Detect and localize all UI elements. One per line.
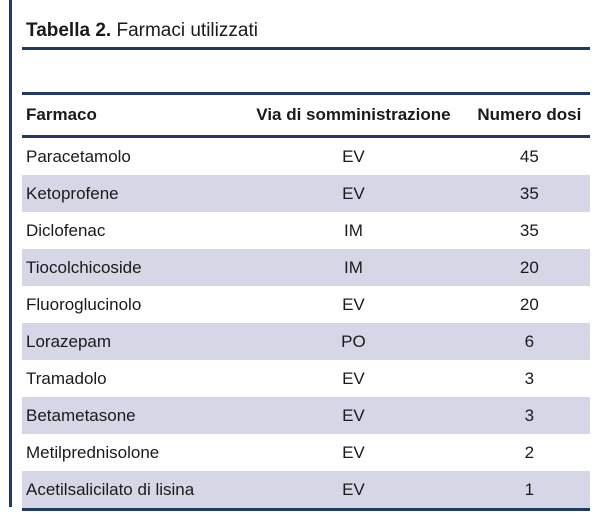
- cell-via: IM: [344, 220, 363, 240]
- table-title: Farmaci utilizzati: [116, 20, 258, 41]
- cell-farmaco: Tiocolchicoside: [22, 249, 238, 286]
- cell-dosi: 35: [519, 220, 539, 240]
- table-row: [22, 434, 590, 471]
- header-farmaco: Farmaco: [22, 94, 238, 137]
- cell-dosi: 2: [524, 442, 535, 462]
- table-row: [22, 137, 590, 176]
- header-dosi: Numero dosi: [469, 94, 590, 137]
- table-header: [22, 94, 590, 137]
- cell-via: EV: [342, 442, 365, 462]
- cell-farmaco: Metilprednisolone: [26, 442, 160, 462]
- table-body: [22, 137, 590, 510]
- cell-via: EV: [342, 368, 365, 388]
- cell-dosi: 20: [469, 249, 590, 286]
- cell-dosi: 20: [519, 294, 539, 314]
- table-caption: [26, 18, 258, 44]
- cell-farmaco: Lorazepam: [22, 323, 238, 360]
- cell-farmaco: Diclofenac: [26, 220, 106, 240]
- drug-table: [22, 92, 590, 511]
- cell-farmaco: Betametasone: [22, 397, 238, 434]
- table-row: [22, 175, 590, 212]
- header-row: [22, 94, 590, 137]
- table-row: [22, 360, 590, 397]
- cell-dosi: 1: [469, 471, 590, 510]
- cell-dosi: 3: [469, 397, 590, 434]
- cell-via: PO: [238, 323, 469, 360]
- table-row: [22, 471, 590, 510]
- cell-dosi: 45: [519, 146, 539, 166]
- caption-divider: [22, 47, 590, 50]
- cell-dosi: 3: [524, 368, 535, 388]
- cell-farmaco: Tramadolo: [26, 368, 107, 388]
- table-row: [22, 286, 590, 323]
- cell-farmaco: Paracetamolo: [26, 146, 131, 166]
- cell-farmaco: Ketoprofene: [22, 175, 238, 212]
- cell-via: EV: [238, 397, 469, 434]
- cell-farmaco: Acetilsalicilato di lisina: [22, 471, 238, 510]
- cell-via: EV: [238, 471, 469, 510]
- cell-via: IM: [238, 249, 469, 286]
- cell-farmaco: Fluoroglucinolo: [26, 294, 142, 314]
- cell-via: EV: [238, 175, 469, 212]
- cell-via: EV: [342, 146, 365, 166]
- table-row: [22, 249, 590, 286]
- table-row: [22, 397, 590, 434]
- cell-dosi: 35: [469, 175, 590, 212]
- table-row: [22, 212, 590, 249]
- cell-via: EV: [342, 294, 365, 314]
- header-via: Via di somministrazione: [238, 94, 469, 137]
- cell-dosi: 6: [469, 323, 590, 360]
- left-border-rule: [9, 0, 12, 507]
- table-number: Tabella 2.: [26, 20, 112, 41]
- table-row: [22, 323, 590, 360]
